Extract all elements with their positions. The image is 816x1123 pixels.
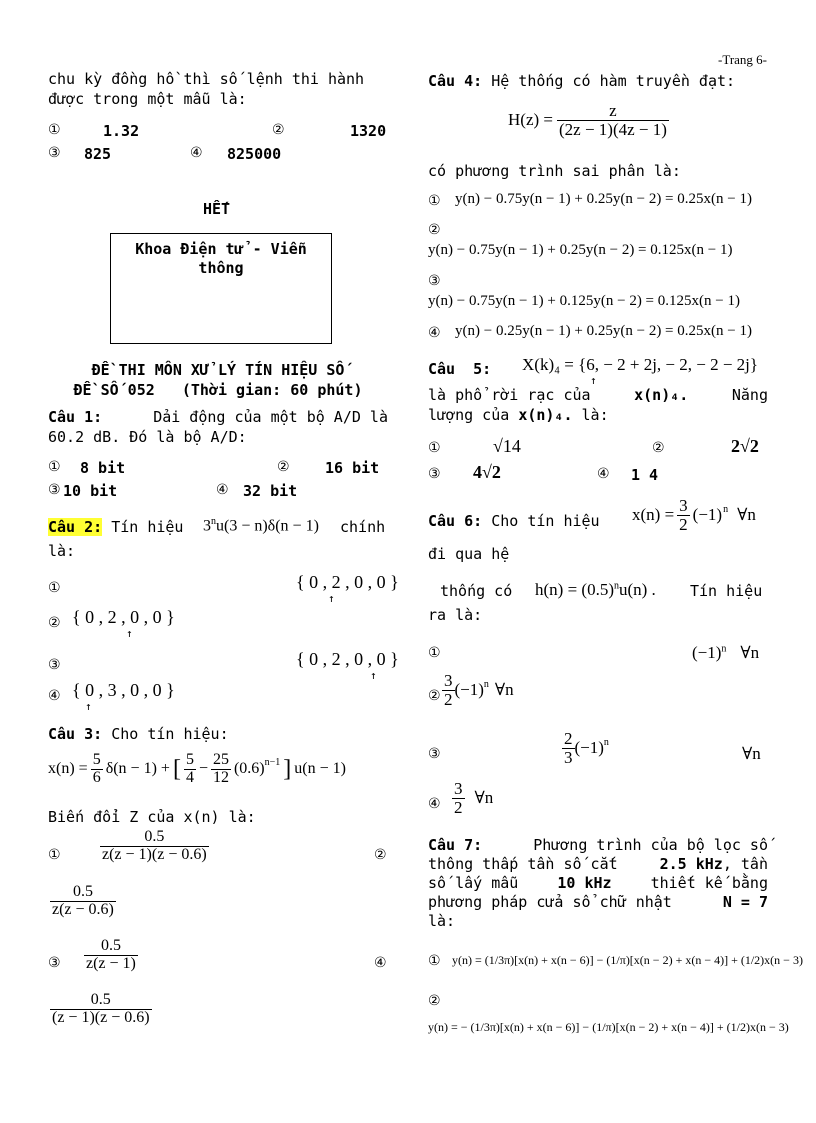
option-marker-2: ②	[428, 688, 441, 704]
q5-signal-2: x(n)₄.	[518, 406, 573, 424]
q6-option-4: $\frac{3}{2}$ ∀n	[454, 779, 494, 817]
q3-equation: x(n) = $\frac{5}{6}$ δ(n − 1) + [ $\frac{5}{4}$ − $\frac{25}{12}$ (0.6) $^{n-1}$ ] u(n − 1)	[48, 751, 346, 786]
q5-text-line2-end: là:	[581, 406, 609, 424]
q6-label: Câu 6:	[428, 512, 483, 530]
q1-option-2: 16 bit	[325, 459, 380, 477]
option-marker-3: ③	[48, 145, 61, 161]
q6-text-line4: ra là:	[428, 606, 483, 624]
q5-option-1: √14	[493, 436, 521, 456]
option-marker-2: ②	[48, 615, 61, 631]
option-marker-1: ①	[48, 847, 61, 863]
option-marker-2: ②	[277, 459, 290, 475]
q1-option-1: 8 bit	[80, 459, 126, 477]
q4-option-4: y(n) − 0.25y(n − 1) + 0.25y(n − 2) = 0.25x(n − 1)	[455, 323, 752, 339]
q3-option-3: $\frac{0.5}{z(z - 1)}$	[86, 937, 136, 972]
option-marker-3: ③	[48, 955, 61, 971]
end-mark: HẾT	[203, 200, 231, 218]
q5-label: Câu 5:	[428, 360, 492, 378]
q4-option-3: y(n) − 0.75y(n − 1) + 0.125y(n − 2) = 0.125x(n − 1)	[428, 293, 740, 309]
option-marker-4: ④	[428, 325, 441, 341]
q2-label: Câu 2:	[48, 518, 103, 536]
q6-text-line3: thống có	[440, 582, 513, 600]
q7-text-line5: là:	[428, 912, 456, 930]
prev-option-1: 1.32	[103, 122, 140, 140]
q5-text-line1: là phổ rời rạc của	[428, 386, 591, 404]
q3-option-1: $\frac{0.5}{z(z - 1)(z - 0.6)}$	[102, 828, 207, 863]
q6-impulse-response: $h(n) = (0.5)^nu(n)$ .	[535, 580, 656, 599]
q6-text: Cho tín hiệu	[491, 512, 600, 530]
q3-text: Cho tín hiệu:	[111, 725, 229, 743]
q3-ask: Biến đổi Z của x(n) là:	[48, 808, 256, 826]
q1-text-line2: 60.2 dB. Đó là bộ A/D:	[48, 428, 247, 446]
q2-option-1: { 0 , 2 , 0 , 0 }	[296, 572, 399, 592]
option-marker-4: ④	[428, 796, 441, 812]
q1-option-4: 32 bit	[243, 482, 298, 500]
q2-text-after: chính	[340, 518, 386, 536]
q3-option-4: $\frac{0.5}{(z - 1)(z - 0.6)}$	[52, 991, 150, 1026]
option-marker-1: ①	[48, 459, 61, 475]
option-marker-2: ②	[428, 993, 441, 1009]
option-marker-3: ③	[428, 466, 441, 482]
q6-input-signal: x(n) = $\frac{3}{2}$ (−1) $^n$ ∀n	[632, 496, 756, 534]
q6-option-1: $(-1)^n$ ∀n	[692, 643, 760, 662]
exam-code: ĐỀ SỐ 052 (Thời gian: 60 phút)	[73, 381, 363, 399]
q5-text-line1-end: Năng	[731, 386, 768, 404]
department-line1: Khoa Điện tử - Viễn	[135, 240, 307, 258]
q5-text-line2: lượng của	[428, 406, 510, 424]
option-marker-4: ④	[374, 955, 387, 971]
exam-title: ĐỀ THI MÔN XỬ LÝ TÍN HIỆU SỐ	[91, 361, 345, 379]
q5-spectrum: X(k)₄ = {6, − 2 + 2j, − 2, − 2 − 2j}	[522, 355, 759, 374]
q6-option-2: $\frac{3}{2}$ (−1) $^n$ ∀n	[444, 671, 514, 709]
option-marker-2: ②	[374, 847, 387, 863]
q2-expression: $3^nu(3 - n)\delta(n - 1)$	[203, 516, 319, 535]
q7-window-length: N = 7	[722, 893, 768, 911]
q2-text-line2: là:	[48, 542, 76, 560]
option-marker-2: ②	[652, 440, 665, 456]
option-marker-3: ③	[48, 657, 61, 673]
option-marker-1: ①	[48, 122, 61, 138]
option-marker-1: ①	[428, 440, 441, 456]
intro-text-line2: được trong một mẫu là:	[48, 90, 247, 108]
q7-sampling: 10 kHz	[557, 874, 612, 892]
q5-option-3: 4√2	[473, 462, 501, 482]
prev-option-3: 825	[84, 145, 112, 163]
q4-text: Hệ thống có hàm truyền đạt:	[491, 72, 736, 90]
q7-label: Câu 7:	[428, 836, 483, 854]
q4-transfer-function: H(z) = $\frac{z}{(2z - 1)(4z - 1)}$	[508, 101, 667, 139]
q5-signal: x(n)₄.	[634, 386, 689, 404]
q7-option-2: y(n) = − (1/3π)[x(n) + x(n − 6)] − (1/π)[x(n − 2) + x(n − 4)] + (1/2)x(n − 3)	[428, 1020, 789, 1034]
option-marker-3: ③	[48, 482, 61, 498]
intro-text-line1: chu kỳ đồng hồ thì số lệnh thi hành	[48, 70, 365, 88]
q2-text: Tín hiệu	[111, 518, 184, 536]
option-marker-2: ②	[428, 222, 441, 238]
department-line2: thông	[198, 259, 244, 277]
q4-label: Câu 4:	[428, 72, 483, 90]
prev-option-2: 1320	[350, 122, 387, 140]
page-number: -Trang 6-	[718, 52, 767, 67]
q6-text-line3-end: Tín hiệu	[690, 582, 763, 600]
q1-text-line1: Dải động của một bộ A/D là	[153, 408, 388, 426]
option-marker-1: ①	[428, 953, 441, 969]
option-marker-1: ①	[428, 193, 441, 209]
q7-cutoff: 2.5 kHz	[659, 855, 723, 873]
q1-label: Câu 1:	[48, 408, 103, 426]
q4-option-2: y(n) − 0.75y(n − 1) + 0.25y(n − 2) = 0.125x(n − 1)	[428, 242, 733, 258]
q2-option-3: { 0 , 2 , 0 , 0 }	[296, 649, 399, 669]
option-marker-4: ④	[48, 688, 61, 704]
q3-label: Câu 3:	[48, 725, 103, 743]
q2-option-4: { 0 , 3 , 0 , 0 }	[72, 680, 175, 700]
q5-option-4: 1 4	[631, 466, 659, 484]
option-marker-3: ③	[428, 273, 441, 289]
q7-text-line1: Phương trình của bộ lọc số	[533, 836, 768, 854]
option-marker-1: ①	[428, 645, 441, 661]
q7-text-line4: phương pháp cửa sổ chữ nhật	[428, 893, 672, 911]
q6-text-line2: đi qua hệ	[428, 545, 510, 563]
prev-option-4: 825000	[227, 145, 282, 163]
option-marker-1: ①	[48, 580, 61, 596]
q4-text-line2: có phương trình sai phân là:	[428, 162, 681, 180]
q6-option-3-forall: ∀n	[742, 744, 761, 763]
q3-option-2: $\frac{0.5}{z(z - 0.6)}$	[52, 883, 114, 918]
option-marker-2: ②	[272, 122, 285, 138]
option-marker-3: ③	[428, 746, 441, 762]
q6-option-3: $\frac{2}{3}$ (−1) $^n$	[564, 729, 609, 767]
q4-option-1: y(n) − 0.75y(n − 1) + 0.25y(n − 2) = 0.25x(n − 1)	[455, 191, 752, 207]
q1-option-3: 10 bit	[63, 482, 118, 500]
option-marker-4: ④	[190, 145, 203, 161]
option-marker-4: ④	[216, 482, 229, 498]
q7-text-line3-end: thiết kế bằng	[650, 874, 768, 892]
q7-text-line2: thông thấp tần số cắt	[428, 855, 618, 873]
q5-option-2: 2√2	[731, 436, 759, 456]
q2-option-2: { 0 , 2 , 0 , 0 }	[72, 607, 175, 627]
option-marker-4: ④	[597, 466, 610, 482]
q7-text-line3: số lấy mẫu	[428, 874, 519, 892]
q7-option-1: y(n) = (1/3π)[x(n) + x(n − 6)] − (1/π)[x(n − 2) + x(n − 4)] + (1/2)x(n − 3)	[452, 953, 803, 967]
